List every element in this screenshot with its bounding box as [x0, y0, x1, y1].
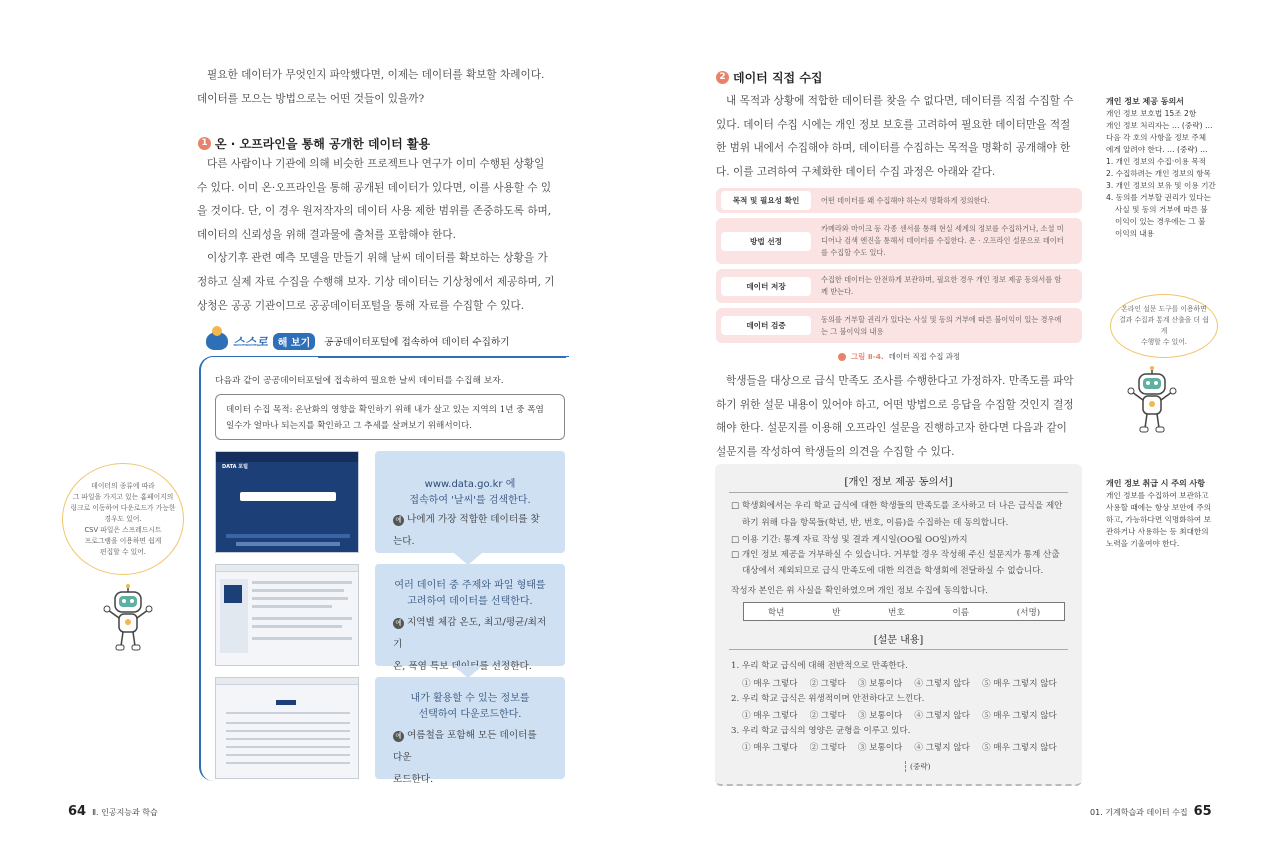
activity-title-line	[318, 357, 566, 358]
section1-paragraph	[197, 153, 567, 318]
step-detail	[375, 509, 565, 553]
consent-confirm: 작성자 본인은 위 사실을 확인하였으며 개인 정보 수집에 동의합니다.	[731, 586, 989, 596]
purpose-line: 데이터 수집 목적: 온난화의 영향을 확인하기 위해 내가 살고 있는 지역의 1년 중 폭염	[226, 405, 544, 415]
flow-step-validation	[716, 308, 1082, 343]
intro-line: 데이터를 모으는 방법으로는 어떤 것들이 있을까?	[197, 92, 425, 105]
tip-bubble-left	[62, 463, 184, 575]
side-note-consent	[1106, 96, 1218, 240]
survey-option: ① 매우 그렇다	[742, 711, 798, 721]
consent-item: □ 개인 정보 제공을 거부하실 수 있습니다. 거부할 경우 작성해 주신 설문지가 통계 산출	[731, 550, 1060, 560]
bubble-line: 링크로 이동하여 다운로드가 가능한	[70, 503, 176, 512]
flow-step-tag: 데이터 검증	[721, 316, 811, 335]
survey-option: ③ 보통이다	[857, 679, 903, 689]
survey-option: ④ 그렇지 않다	[914, 743, 970, 753]
step-title: 선택하여 다운로드한다.	[418, 709, 522, 720]
purpose-line: 일수가 얼마나 되는지를 확인하고 그 추세를 살펴보기 위해서이다.	[226, 421, 472, 431]
flow-step-desc	[811, 274, 1069, 298]
para-line: 있다. 데이터 수집 시에는 개인 정보 보호를 고려하여 필요한 데이터만을 적절	[716, 118, 1071, 131]
consent-item: 하기 위해 다음 항목들(학년, 반, 번호, 이름)을 수집하는 데 동의합니다.	[742, 518, 1009, 528]
bubble-line: 데이터의 종류에 따라	[91, 481, 155, 490]
intro-paragraph	[197, 64, 567, 111]
activity-badge	[206, 332, 509, 350]
flow-step-tag: 방법 선정	[721, 232, 811, 251]
side-note-title: 개인 정보 취급 시 주의 사항	[1106, 479, 1205, 488]
step-detail-line: 여름철을 포함해 모든 데이터를 다운	[393, 730, 537, 763]
para-line: 상청은 공공 기관이므로 공공데이터포털을 통해 자료를 수집할 수 있다.	[197, 299, 525, 312]
para-line: 학생들을 대상으로 급식 만족도 조사를 수행한다고 가정하자. 만족도를 파악	[726, 375, 1074, 387]
section2-paragraph-2	[716, 370, 1084, 464]
side-note-line: 개인 정보 보호법 15조 2항	[1106, 109, 1197, 118]
activity-badge-sub: 해 보기	[273, 333, 315, 350]
survey-option: ④ 그렇지 않다	[914, 679, 970, 689]
para-line: 설문지를 작성하여 학생들의 의견을 수집할 수 있다.	[716, 445, 955, 458]
section-title: 온 · 오프라인을 통해 공개한 데이터 활용	[215, 137, 431, 151]
bubble-line: 편집할 수 있어.	[100, 547, 146, 556]
step-detail-line: 온, 폭염 특보 데이터를 선정한다.	[393, 661, 532, 672]
activity-title: 공공데이터포털에 접속하여 데이터 수집하기	[324, 337, 510, 348]
page-number: 64	[68, 804, 87, 819]
example-marker: 예	[393, 731, 404, 742]
portal-logo: DATA 포털	[222, 464, 248, 470]
flow-step-purpose	[716, 188, 1082, 213]
side-note-line: 노력을 기울여야 한다.	[1106, 539, 1180, 548]
side-note-line: 4. 동의를 거부할 권리가 있다는	[1106, 193, 1211, 202]
consent-item: 대상에서 제외되므로 급식 만족도에 대한 의견을 학생회에 전달하실 수 없습니다.	[742, 566, 1044, 576]
flow-desc-line: 께 받는다.	[821, 287, 854, 296]
side-note-line: 사실 및 동의 거부에 따른 불	[1115, 205, 1208, 214]
tip-bubble-right	[1110, 294, 1218, 358]
survey-question: 1. 우리 학교 급식에 대해 전반적으로 만족한다.	[731, 661, 908, 671]
sign-field-number: 번호	[888, 607, 905, 618]
section2-paragraph	[716, 90, 1084, 184]
flow-desc-line: 는 그 불이익의 내용	[821, 326, 884, 336]
survey-option: ① 매우 그렇다	[742, 679, 798, 689]
survey-title: [설문 내용]	[873, 635, 924, 646]
step-box-1	[375, 451, 565, 553]
para-line: 해야 한다. 설문지를 이용해 오프라인 설문을 진행하고자 한다면 다음과 같이	[716, 422, 1067, 435]
para-line: 이상기후 관련 예측 모델을 만들기 위해 날씨 데이터를 확보하는 상황을 가	[207, 252, 548, 265]
bubble-line: 경우도 있어.	[104, 514, 142, 523]
survey-options	[742, 741, 1057, 753]
survey-option: ① 매우 그렇다	[742, 743, 798, 753]
robot-mascot-icon	[1124, 366, 1180, 436]
side-note-line: 1. 개인 정보의 수집·이용 목적	[1106, 157, 1207, 166]
flow-step-desc	[811, 195, 998, 207]
step-title: 내가 활용할 수 있는 정보를	[410, 693, 530, 704]
example-marker: 예	[393, 515, 404, 526]
flow-step-method	[716, 218, 1082, 264]
chapter-label: 01. 기계학습과 데이터 수집	[1090, 808, 1188, 817]
page-footer-left	[68, 804, 158, 819]
survey-question: 2. 우리 학교 급식은 위생적이며 안전하다고 느낀다.	[731, 694, 925, 704]
side-note-title: 개인 정보 제공 동의서	[1106, 97, 1184, 106]
flow-step-tag: 목적 및 필요성 확인	[721, 191, 811, 210]
para-line: 을 것이다. 단, 이 경우 원저작자의 데이터 사용 제한 범위를 존중하도록 하며,	[197, 205, 552, 218]
survey-option: ⑤ 매우 그렇지 않다	[981, 679, 1057, 689]
survey-option: ⑤ 매우 그렇지 않다	[981, 743, 1057, 753]
para-line: 한 범위 내에서 수집해야 하며, 데이터를 수집하는 목적을 명확히 공개해야 한	[716, 142, 1071, 155]
sign-field-class: 반	[832, 607, 841, 618]
bubble-line: 온라인 설문 도구를 이용하면	[1121, 305, 1207, 313]
survey-option: ③ 보통이다	[857, 743, 903, 753]
side-note-line: 3. 개인 정보의 보유 및 이용 기간	[1106, 181, 1216, 190]
flow-desc-line: 수집한 데이터는 안전하게 보관하며, 필요한 경우 개인 정보 제공 동의서를 함	[821, 275, 1062, 284]
para-line: 다. 이를 고려하여 구체화한 데이터 수집 과정은 아래와 같다.	[716, 165, 996, 178]
intro-line: 필요한 데이터가 무엇인지 파악했다면, 이제는 데이터를 확보할 차례이다.	[207, 69, 545, 81]
step-box-2	[375, 564, 565, 672]
portal-screenshot-search	[215, 451, 359, 553]
step-title: 고려하여 데이터를 선택한다.	[407, 596, 533, 607]
bubble-line: 결과 수집과 통계 산출을 더 쉽게	[1119, 316, 1209, 335]
survey-option: ② 그렇다	[809, 743, 846, 753]
consent-form	[715, 464, 1082, 786]
side-note-line: 사용할 때에는 항상 보안에 주의	[1106, 503, 1212, 512]
para-line: 정하고 실제 자료 수집을 수행해 보자. 기상 데이터는 기상청에서 제공하며, 기	[197, 275, 555, 288]
step-detail-line: 로드한다.	[393, 774, 434, 785]
survey-option: ② 그렇다	[809, 711, 846, 721]
step-box-3	[375, 677, 565, 785]
section2-heading	[716, 69, 823, 86]
figure-label: 그림 Ⅱ-4.	[851, 352, 884, 361]
para-line: 데이터의 신뢰성을 위해 결과물에 출처를 포함해야 한다.	[197, 228, 456, 241]
para-line: 다른 사람이나 기관에 의해 비슷한 프로젝트나 연구가 이미 수행된 상황일	[207, 158, 545, 170]
section-number-badge: 1	[198, 137, 211, 150]
para-line: 하기 위한 설문 내용이 있어야 하고, 어떤 방법으로 응답을 수집할 것인지 결정	[716, 398, 1074, 411]
consent-item: □ 학생회에서는 우리 학교 급식에 대한 학생들의 만족도를 조사하고 더 나은 급식을 제안	[731, 501, 1063, 511]
page-footer-right	[1090, 804, 1212, 819]
flow-desc-line: 카메라와 마이크 등 각종 센서를 통해 현실 세계의 정보를 수집하거나, 소셜 미	[821, 224, 1064, 233]
robot-mascot-icon	[100, 584, 156, 654]
survey-option: ② 그렇다	[809, 679, 846, 689]
section-number-badge: 2	[716, 71, 729, 84]
bubble-line: 수행할 수 있어.	[1141, 338, 1187, 346]
section1-heading	[198, 135, 430, 152]
side-note-line: 다음 각 호의 사항을 정보 주체	[1106, 133, 1207, 142]
example-marker: 예	[393, 618, 404, 629]
side-note-line: 관하거나 사용하는 등 최대한의	[1106, 527, 1209, 536]
step-title: 여러 데이터 중 주제와 파일 형태를	[394, 580, 546, 591]
side-note-line: 2. 수집하려는 개인 정보의 항목	[1106, 169, 1211, 178]
bubble-line: 그 파일을 가지고 있는 홈페이지의	[72, 492, 174, 501]
section-title: 데이터 직접 수집	[733, 71, 823, 85]
step-detail-line: 나에게 가장 적합한 데이터를 찾는다.	[393, 514, 540, 547]
step-detail-line: 지역별 체감 온도, 최고/평균/최저 기	[393, 617, 547, 650]
figure-caption	[838, 351, 960, 362]
para-line: 내 목적과 상황에 적합한 데이터를 찾을 수 없다면, 데이터를 직접 수집할 수	[726, 95, 1074, 107]
survey-option: ④ 그렇지 않다	[914, 711, 970, 721]
activity-icon	[206, 332, 228, 350]
purpose-box	[215, 394, 565, 440]
step-title: www.data.go.kr 에	[424, 479, 516, 490]
survey-ellipsis: (중략)	[905, 761, 931, 772]
chapter-label: Ⅱ. 인공지능과 학습	[92, 808, 158, 817]
survey-question: 3. 우리 학교 급식의 영양은 균형을 이루고 있다.	[731, 726, 911, 736]
para-line: 수 있다. 이미 온·오프라인을 통해 공개된 데이터가 있다면, 이를 사용할 수 있	[197, 181, 552, 194]
side-note-line: 하고, 가능하다면 익명화하여 보	[1106, 515, 1212, 524]
activity-badge-main: 스스로	[233, 334, 268, 349]
side-note-line: 이익의 내용	[1115, 229, 1155, 238]
survey-options	[742, 709, 1057, 721]
flow-step-desc	[811, 223, 1072, 259]
survey-options	[742, 677, 1057, 689]
bubble-line: CSV 파일은 스프레드시트	[84, 525, 162, 534]
flow-desc-line: 를 수집할 수도 있다.	[821, 248, 886, 257]
flow-step-desc	[811, 314, 1069, 338]
side-note-line: 에게 알려야 한다. … (중략) …	[1106, 145, 1208, 154]
figure-caption-icon	[838, 353, 846, 361]
step-title: 접속하여 '날씨'를 검색한다.	[409, 495, 531, 506]
consent-form-title: [개인 정보 제공 동의서]	[844, 476, 953, 488]
portal-screenshot-list	[215, 564, 359, 666]
sign-field-grade: 학년	[767, 607, 785, 618]
sign-field-signature: (서명)	[1016, 607, 1041, 618]
signature-box	[743, 602, 1065, 621]
side-note-line: 개인 정보 처리자는 … (중략) …	[1106, 121, 1213, 130]
survey-option: ⑤ 매우 그렇지 않다	[981, 711, 1057, 721]
step-detail	[375, 725, 565, 791]
side-note-line: 이익이 있는 경우에는 그 불	[1115, 217, 1206, 226]
figure-text: 데이터 직접 수집 과정	[888, 352, 961, 361]
flow-desc-line: 동의를 거부할 권리가 있다는 사실 및 동의 거부에 따른 불이익이 있는 경우에	[821, 314, 1062, 324]
portal-screenshot-download	[215, 677, 359, 779]
flow-desc-line: 어떤 데이터를 왜 수집해야 하는지 명확하게 정의한다.	[821, 195, 990, 205]
side-note-line: 개인 정보를 수집하여 보관하고	[1106, 491, 1209, 500]
page-number: 65	[1193, 804, 1212, 819]
sign-field-name: 이름	[952, 607, 970, 618]
flow-step-tag: 데이터 저장	[721, 277, 811, 296]
consent-item: □ 이용 기간: 통계 자료 작성 및 결과 게시일(OO월 OO일)까지	[731, 535, 968, 545]
bubble-line: 프로그램을 이용하면 쉽게	[84, 536, 162, 545]
flow-desc-line: 디어나 검색 엔진을 통해서 데이터를 수집한다. 온 · 오프라인 설문으로 데이터	[821, 236, 1064, 245]
survey-option: ③ 보통이다	[857, 711, 903, 721]
side-note-privacy	[1106, 478, 1218, 550]
flow-step-storage	[716, 269, 1082, 303]
activity-instruction: 다음과 같이 공공데이터포털에 접속하여 필요한 날씨 데이터를 수집해 보자.	[215, 376, 504, 386]
